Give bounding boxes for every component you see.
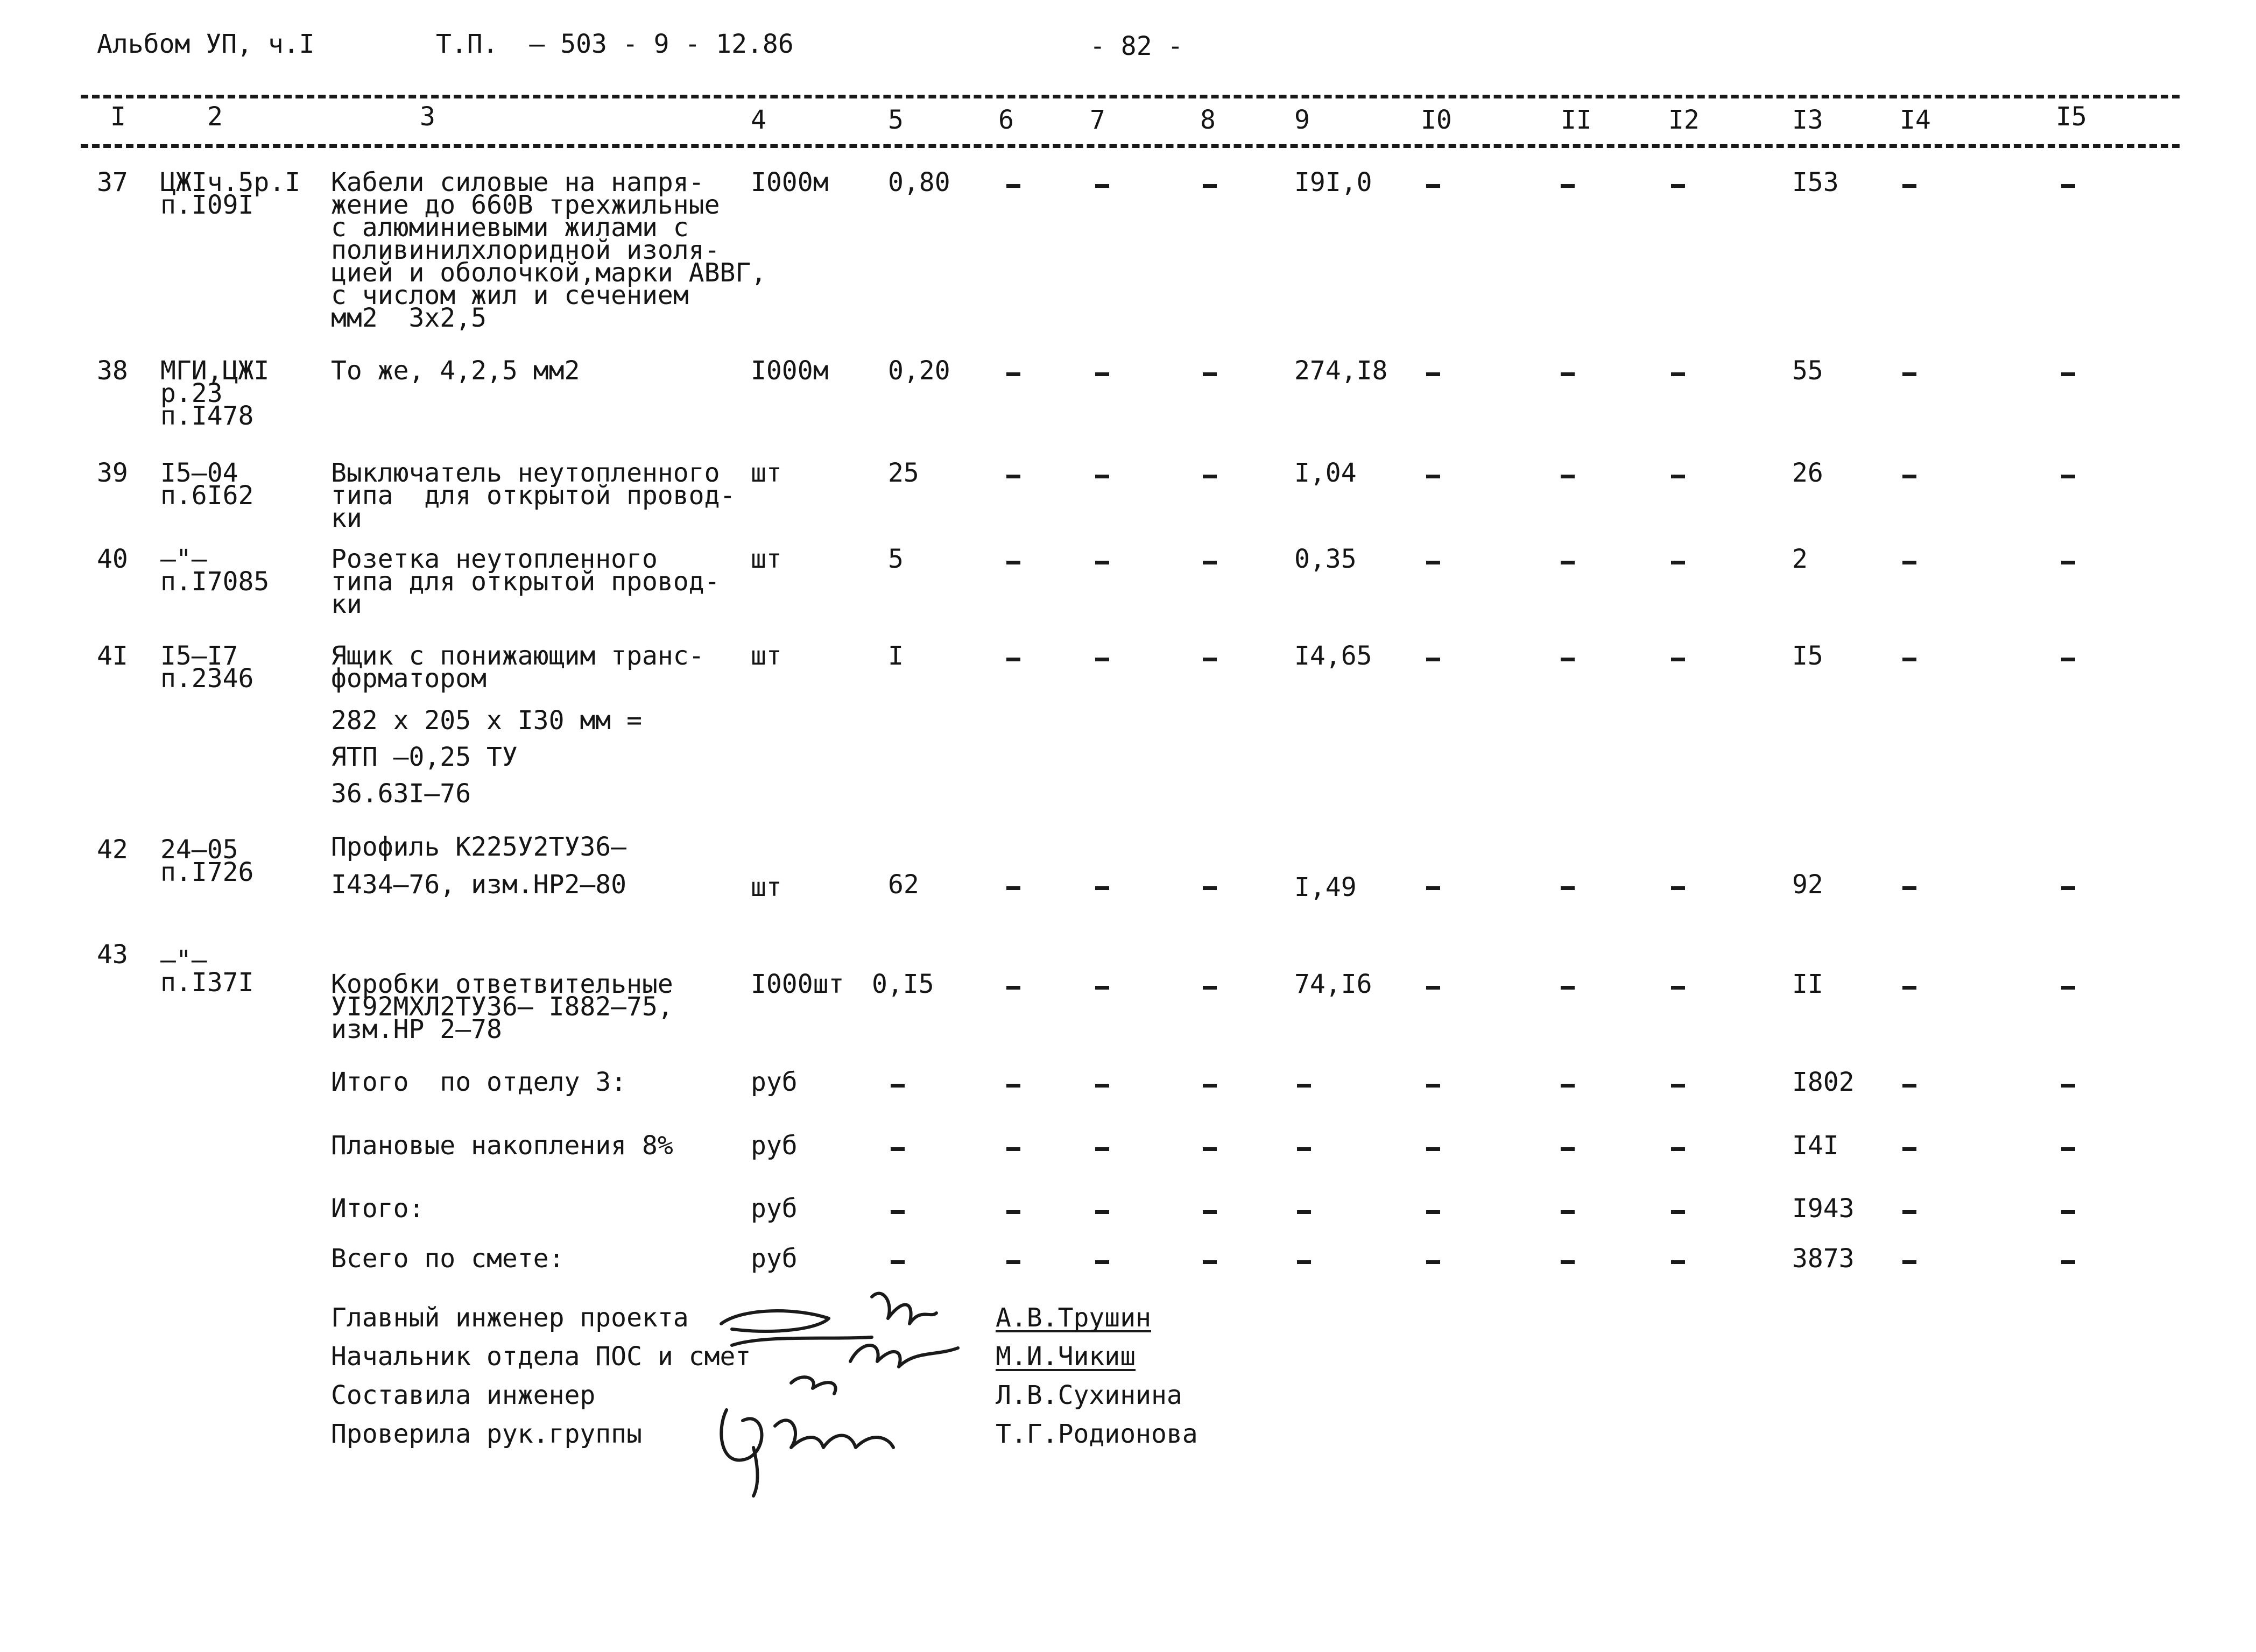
totals-value: 3873 [1792,1244,1855,1274]
page-number: - 82 - [1090,31,1183,61]
header-bottom-rule [81,144,2180,148]
empty-cell-dash [1671,1084,1685,1088]
empty-cell-dash [1902,1084,1916,1088]
row-total: I53 [1792,167,1839,197]
empty-cell-dash [1006,986,1020,990]
empty-cell-dash [2061,1084,2075,1088]
signature-role: Проверила рук.группы [331,1419,642,1449]
empty-cell-dash [2061,561,2075,564]
row-unit-price: I4,65 [1294,641,1372,671]
empty-cell-dash [2061,1210,2075,1214]
row-description: Кабели силовые на напря- жение до 660В трехжильные с алюминиевыми жилами с поливинилхлоридной изоля- цией и оболочкой,марки АВВГ, с числом жил и сечением мм2 3х2,5 [331,167,767,333]
totals-value: I943 [1792,1194,1855,1224]
totals-value: I802 [1792,1067,1855,1097]
row-quantity: 0,20 [888,356,950,386]
signature-role: Составила инженер [331,1380,596,1410]
empty-cell-dash [1902,1210,1916,1214]
totals-unit: руб [751,1194,798,1224]
empty-cell-dash [1006,475,1020,478]
empty-cell-dash [1671,1260,1685,1264]
empty-cell-dash [1671,475,1685,478]
row-description: Выключатель неутопленного типа для открытой провод- ки [331,458,736,533]
empty-cell-dash [1561,561,1575,564]
row-code: 24–05 п.I726 [160,835,254,887]
col-header-12: I2 [1668,105,1700,135]
empty-cell-dash [1561,1260,1575,1264]
project-code: Т.П. – 503 - 9 - 12.86 [436,29,794,59]
empty-cell-dash [891,1260,905,1264]
col-header-11: II [1561,105,1592,135]
empty-cell-dash [1006,886,1020,890]
row-description: Профиль К225У2ТУ36– [331,832,627,862]
row-number: 4I [97,641,128,671]
row-quantity: 62 [888,870,919,900]
empty-cell-dash [2061,1260,2075,1264]
row-unit: шт [751,641,782,671]
col-header-5: 5 [888,105,904,135]
empty-cell-dash [2061,1147,2075,1151]
empty-cell-dash [1902,184,1916,188]
empty-cell-dash [1203,886,1217,890]
col-header-8: 8 [1200,105,1216,135]
row-unit: I000шт [751,969,844,999]
signature-role: Начальник отдела ПОС и смет [331,1342,751,1372]
col-header-2: 2 [207,102,223,132]
empty-cell-dash [1426,184,1440,188]
empty-cell-dash [891,1147,905,1151]
totals-label: Итого по отделу 3: [331,1067,627,1097]
empty-cell-dash [1095,1147,1109,1151]
empty-cell-dash [2061,886,2075,890]
col-header-14: I4 [1900,105,1931,135]
empty-cell-dash [1561,1084,1575,1088]
empty-cell-dash [1006,561,1020,564]
empty-cell-dash [1426,658,1440,661]
header-top-rule [81,95,2180,98]
empty-cell-dash [891,1210,905,1214]
empty-cell-dash [1561,184,1575,188]
row-number: 37 [97,167,128,197]
empty-cell-dash [1006,1147,1020,1151]
empty-cell-dash [1561,886,1575,890]
empty-cell-dash [1203,561,1217,564]
signature-role: Главный инженер проекта [331,1303,689,1333]
empty-cell-dash [1297,1084,1311,1088]
empty-cell-dash [1095,561,1109,564]
row-unit-price: 74,I6 [1294,969,1372,999]
empty-cell-dash [1902,1147,1916,1151]
row-description: Коробки ответвительные УI92МХЛ2ТУ36– I882–75, изм.НР 2–78 [331,969,673,1044]
empty-cell-dash [1426,1147,1440,1151]
col-header-13: I3 [1792,105,1823,135]
row-unit: I000м [751,356,829,386]
totals-unit: руб [751,1067,798,1097]
empty-cell-dash [1095,184,1109,188]
empty-cell-dash [1902,561,1916,564]
empty-cell-dash [1426,1084,1440,1088]
empty-cell-dash [1671,886,1685,890]
row-number: 38 [97,356,128,386]
empty-cell-dash [2061,658,2075,661]
empty-cell-dash [1426,561,1440,564]
totals-unit: руб [751,1131,798,1161]
row-unit: шт [751,872,782,902]
empty-cell-dash [1671,561,1685,564]
totals-label: Плановые накопления 8% [331,1131,673,1161]
album-label: Альбом УП, ч.I [97,29,315,59]
empty-cell-dash [1902,658,1916,661]
row-number: 39 [97,458,128,488]
empty-cell-dash [1426,986,1440,990]
row-description-standard: 36.63I–76 [331,779,471,809]
empty-cell-dash [1203,1147,1217,1151]
row-unit-price: I9I,0 [1294,167,1372,197]
empty-cell-dash [1671,1210,1685,1214]
empty-cell-dash [1671,184,1685,188]
empty-cell-dash [1006,1260,1020,1264]
totals-value: I4I [1792,1131,1839,1161]
row-quantity: 0,80 [888,167,950,197]
empty-cell-dash [1095,1260,1109,1264]
empty-cell-dash [1671,658,1685,661]
signature-name: Т.Г.Родионова [996,1419,1198,1449]
empty-cell-dash [1561,1210,1575,1214]
empty-cell-dash [1426,372,1440,376]
empty-cell-dash [891,1084,905,1088]
row-unit: I000м [751,167,829,197]
empty-cell-dash [1095,658,1109,661]
col-header-15: I5 [2056,102,2087,132]
signature-name: М.И.Чикиш [996,1342,1136,1372]
empty-cell-dash [1902,886,1916,890]
empty-cell-dash [1203,1260,1217,1264]
col-header-9: 9 [1294,105,1310,135]
empty-cell-dash [1561,658,1575,661]
empty-cell-dash [2061,986,2075,990]
row-total: 55 [1792,356,1823,386]
totals-unit: руб [751,1244,798,1274]
empty-cell-dash [1203,658,1217,661]
empty-cell-dash [1203,372,1217,376]
empty-cell-dash [1095,886,1109,890]
row-description: Ящик с понижающим транс- форматором [331,641,704,694]
empty-cell-dash [1203,475,1217,478]
row-code: ЦЖIч.5р.I п.I09I [160,167,301,220]
col-header-4: 4 [751,105,766,135]
row-code: I5–04 п.6I62 [160,458,254,511]
empty-cell-dash [1095,475,1109,478]
row-description-type: ЯТП –0,25 ТУ [331,742,518,772]
empty-cell-dash [1095,986,1109,990]
empty-cell-dash [1902,372,1916,376]
col-header-3: 3 [420,102,435,132]
row-description-dimensions: 282 х 205 х I30 мм = [331,705,642,736]
empty-cell-dash [1426,1260,1440,1264]
empty-cell-dash [2061,475,2075,478]
row-code: МГИ,ЦЖI р.23 п.I478 [160,356,270,431]
row-number: 43 [97,940,128,970]
row-description-cont: I434–76, изм.НР2–80 [331,870,627,900]
row-unit: шт [751,458,782,488]
empty-cell-dash [1902,1260,1916,1264]
empty-cell-dash [2061,184,2075,188]
empty-cell-dash [1902,986,1916,990]
empty-cell-dash [1095,1210,1109,1214]
row-quantity: 0,I5 [872,969,934,999]
col-header-7: 7 [1090,105,1105,135]
row-code: I5–I7 п.2346 [160,641,254,694]
empty-cell-dash [1426,475,1440,478]
empty-cell-dash [1203,1210,1217,1214]
row-code: –"– п.I37I [160,945,254,998]
empty-cell-dash [1902,475,1916,478]
row-unit-price: I,04 [1294,458,1357,488]
signature-name: Л.В.Сухинина [996,1380,1182,1410]
empty-cell-dash [1297,1210,1311,1214]
col-header-10: I0 [1421,105,1452,135]
empty-cell-dash [1006,184,1020,188]
empty-cell-dash [1006,658,1020,661]
row-unit: шт [751,544,782,574]
empty-cell-dash [1095,1084,1109,1088]
row-quantity: 5 [888,544,904,574]
empty-cell-dash [1561,1147,1575,1151]
empty-cell-dash [2061,372,2075,376]
empty-cell-dash [1203,184,1217,188]
row-quantity: 25 [888,458,919,488]
row-total: I5 [1792,641,1823,671]
empty-cell-dash [1006,1210,1020,1214]
empty-cell-dash [1203,986,1217,990]
col-header-6: 6 [998,105,1014,135]
empty-cell-dash [1561,475,1575,478]
empty-cell-dash [1297,1260,1311,1264]
empty-cell-dash [1297,1147,1311,1151]
empty-cell-dash [1671,1147,1685,1151]
row-description: То же, 4,2,5 мм2 [331,356,580,386]
signature-name: А.В.Трушин [996,1303,1151,1333]
row-unit-price: 274,I8 [1294,356,1388,386]
empty-cell-dash [1671,986,1685,990]
row-quantity: I [888,641,904,671]
empty-cell-dash [1203,1084,1217,1088]
row-total: 92 [1792,870,1823,900]
row-description: Розетка неутопленного типа для открытой провод- ки [331,544,720,619]
totals-label: Всего по смете: [331,1244,565,1274]
empty-cell-dash [1006,1084,1020,1088]
empty-cell-dash [1426,886,1440,890]
row-code: –"– п.I7085 [160,544,270,597]
row-total: 26 [1792,458,1823,488]
row-number: 42 [97,835,128,865]
empty-cell-dash [1426,1210,1440,1214]
row-number: 40 [97,544,128,574]
empty-cell-dash [1671,372,1685,376]
totals-label: Итого: [331,1194,425,1224]
row-total: II [1792,969,1823,999]
col-header-1: I [110,102,126,132]
empty-cell-dash [1095,372,1109,376]
row-unit-price: I,49 [1294,872,1357,902]
empty-cell-dash [1561,372,1575,376]
empty-cell-dash [1006,372,1020,376]
row-total: 2 [1792,544,1808,574]
empty-cell-dash [1561,986,1575,990]
handwritten-signatures [710,1286,990,1501]
row-unit-price: 0,35 [1294,544,1357,574]
